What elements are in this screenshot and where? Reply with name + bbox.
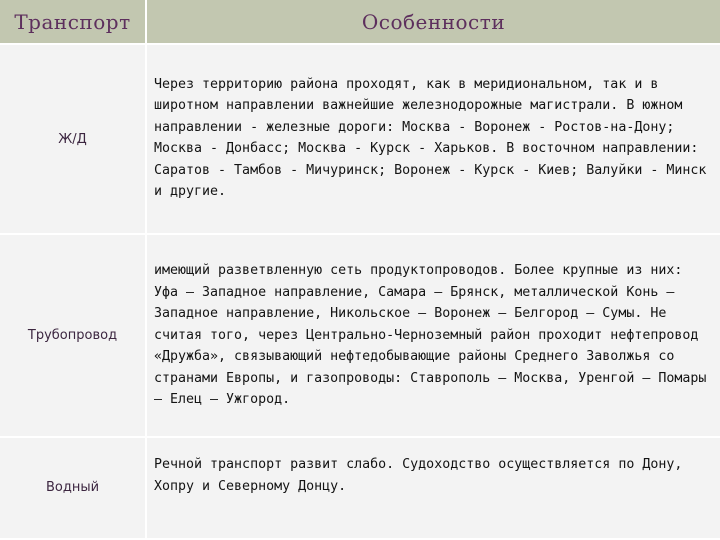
header-row [0,0,720,44]
transport-mode-cell: Ж/Д [0,44,146,234]
features-text: Через территорию района проходят, как в меридиональном, так и в широтном направлении важнейшие железнодорожные магистрали. В южном направлении - железные дороги: Москва - Воронеж - Ростов-на-Дону; Москва - Донбасс; Москва - Курск - Харьков. В восточном направлении: Саратов - Тамбов - Мичуринск; Воронеж - Курск - Киев; Валуйки - Минск и другие. [154,76,707,200]
table-body [0,44,720,539]
features-cell [146,44,720,234]
transport-mode-cell: Трубопровод [0,234,146,436]
transport-mode-cell: Водный [0,437,146,539]
features-cell [146,437,720,539]
features-text: имеющий разветвленную сеть продуктопроводов. Более крупные из них: Уфа — Западное направление, Самара — Брянск, металлической Конь — Западное направление, Никольское — Воронеж — Белгород — Сумы. Не считая того, через Центрально-Черноземный район проходит нефтепровод «Дружба», связывающий нефтедобывающие районы Среднего Заволжья со странами Европы, и газопроводы: Ставрополь — Москва, Уренгой — Помары — Елец — Ужгород. [154,263,707,408]
table-row [0,234,720,436]
features-cell [146,234,720,436]
table-header [0,0,720,44]
features-text: Речной транспорт развит слабо. Судоходство осуществляется по Дону, Хопру и Северному Донцу. [154,457,683,494]
header-features: Особенности [146,0,720,44]
table-row [0,44,720,234]
table-row [0,437,720,539]
header-transport: Транспорт [0,0,146,44]
